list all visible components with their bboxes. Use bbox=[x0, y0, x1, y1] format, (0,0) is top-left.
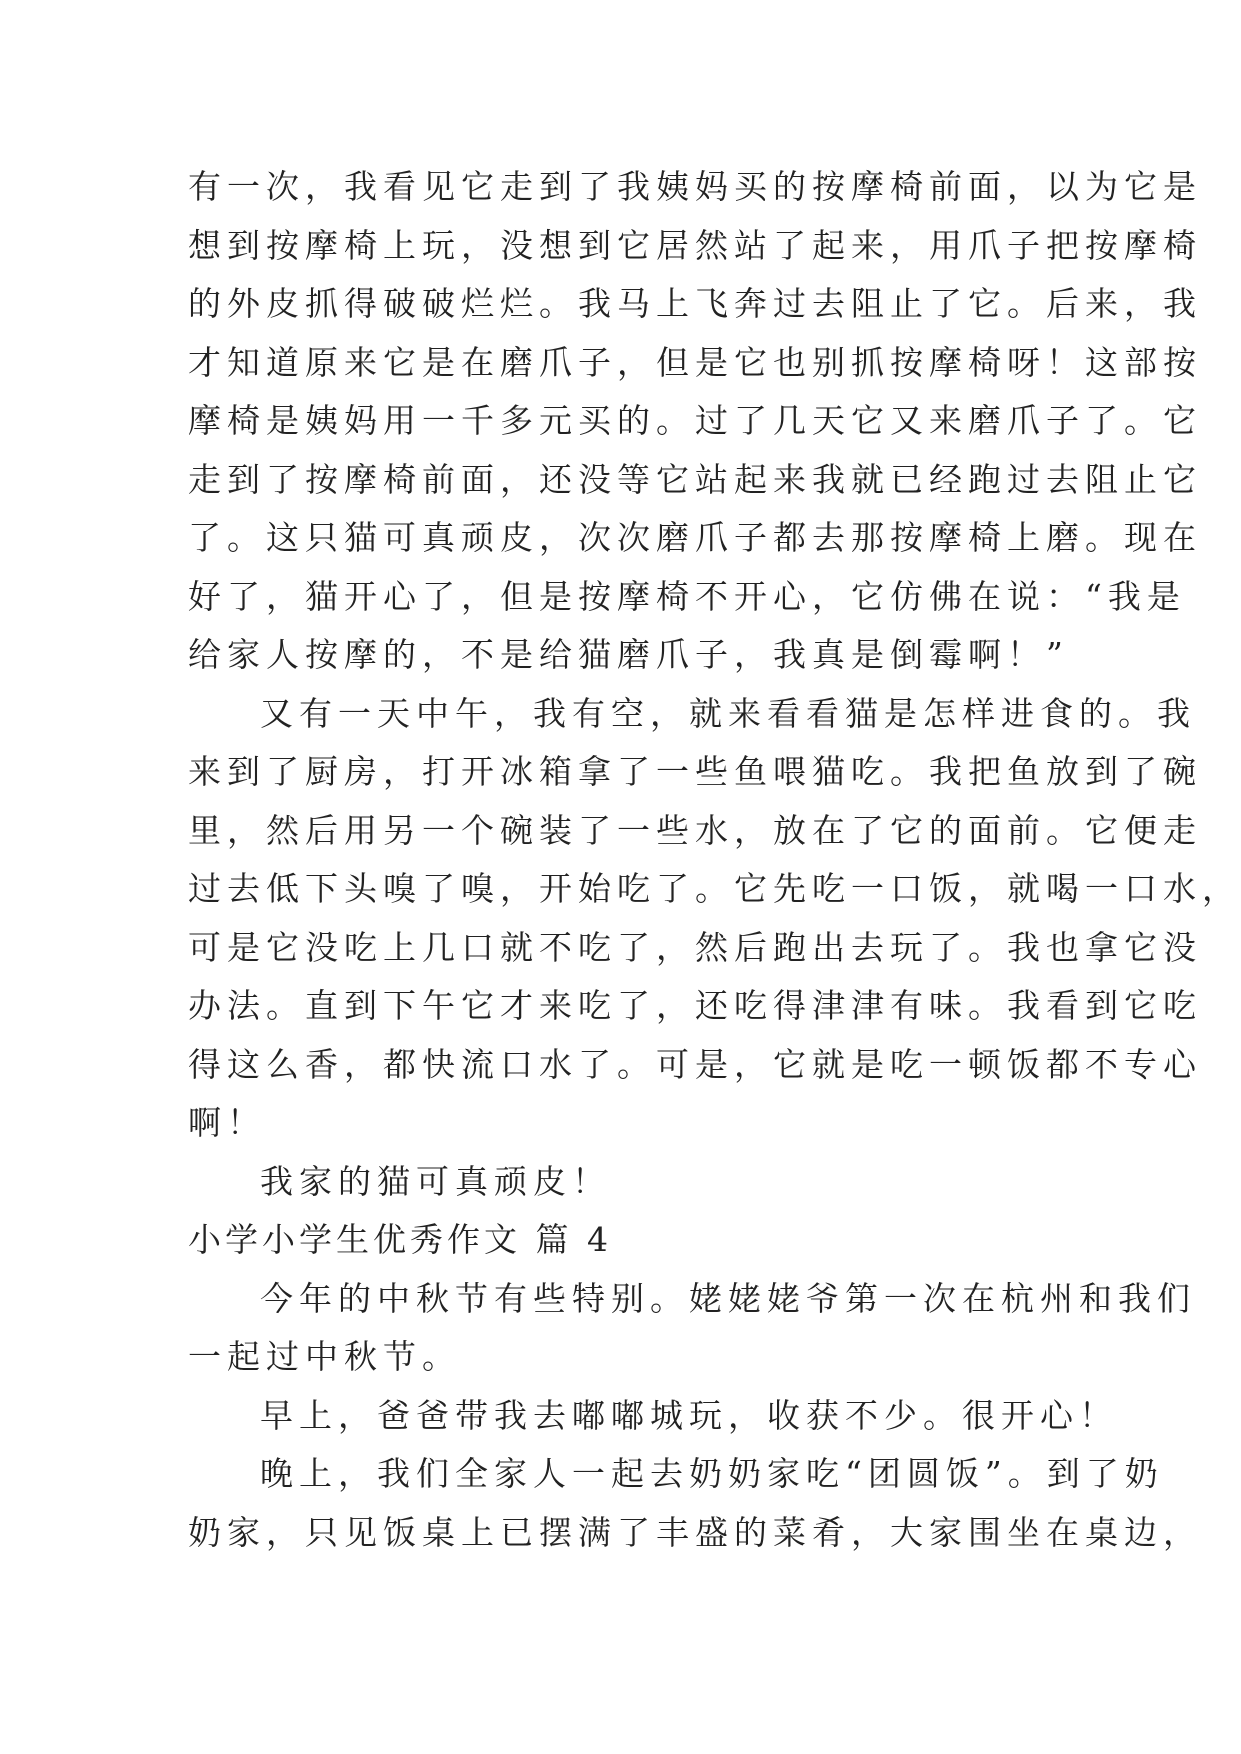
text-line: 了。这只猫可真顽皮，次次磨爪子都去那按摩椅上磨。现在 bbox=[188, 518, 1202, 557]
text-line: 才知道原来它是在磨爪子，但是它也别抓按摩椅呀！这部按 bbox=[188, 342, 1202, 382]
text-line: 的外皮抓得破破烂烂。我马上飞奔过去阻止了它。后来，我 bbox=[188, 284, 1202, 323]
text-line: 办法。直到下午它才来吃了，还吃得津津有味。我看到它吃 bbox=[188, 986, 1202, 1025]
text-line: 又有一天中午，我有空，就来看看猫是怎样进食的。我 bbox=[260, 693, 1196, 733]
text-line: 好了，猫开心了，但是按摩椅不开心，它仿佛在说：“我是 bbox=[188, 576, 1186, 616]
text-line: 给家人按摩的，不是给猫磨爪子，我真是倒霉啊！” bbox=[188, 635, 1069, 674]
text-line: 啊！ bbox=[188, 1103, 266, 1142]
section-heading: 小学小学生优秀作文 篇 4 bbox=[188, 1220, 612, 1259]
text-line: 我家的猫可真顽皮！ bbox=[260, 1161, 611, 1201]
text-line: 来到了厨房，打开冰箱拿了一些鱼喂猫吃。我把鱼放到了碗 bbox=[188, 752, 1202, 791]
paragraph bbox=[188, 1445, 1202, 1562]
text-line: 今年的中秋节有些特别。姥姥姥爷第一次在杭州和我们 bbox=[260, 1278, 1196, 1318]
text-line: 里，然后用另一个碗装了一些水，放在了它的面前。它便走 bbox=[188, 810, 1202, 850]
paragraph bbox=[188, 685, 1241, 1153]
text-line: 摩椅是姨妈用一千多元买的。过了几天它又来磨爪子了。它 bbox=[188, 401, 1202, 440]
paragraph bbox=[188, 1270, 1196, 1387]
text-line: 早上，爸爸带我去嘟嘟城玩，收获不少。很开心！ bbox=[260, 1395, 1118, 1435]
document-body bbox=[188, 158, 1241, 1562]
text-line: 可是它没吃上几口就不吃了，然后跑出去玩了。我也拿它没 bbox=[188, 927, 1202, 967]
paragraph bbox=[188, 1387, 1118, 1446]
text-line: 走到了按摩椅前面，还没等它站起来我就已经跑过去阻止它 bbox=[188, 459, 1202, 499]
paragraph bbox=[188, 1153, 1058, 1212]
text-line: 想到按摩椅上玩，没想到它居然站了起来，用爪子把按摩椅 bbox=[188, 225, 1202, 265]
text-line: 过去低下头嗅了嗅，开始吃了。它先吃一口饭，就喝一口水， bbox=[188, 869, 1241, 908]
paragraph bbox=[188, 158, 1202, 685]
text-line: 一起过中秋节。 bbox=[188, 1337, 461, 1376]
text-line: 有一次，我看见它走到了我姨妈买的按摩椅前面，以为它是 bbox=[188, 167, 1202, 206]
text-line: 得这么香，都快流口水了。可是，它就是吃一顿饭都不专心 bbox=[188, 1044, 1202, 1084]
text-line: 奶家，只见饭桌上已摆满了丰盛的菜肴，大家围坐在桌边， bbox=[188, 1512, 1202, 1552]
text-line: 晚上，我们全家人一起去奶奶家吃“团圆饭”。到了奶 bbox=[260, 1454, 1164, 1493]
